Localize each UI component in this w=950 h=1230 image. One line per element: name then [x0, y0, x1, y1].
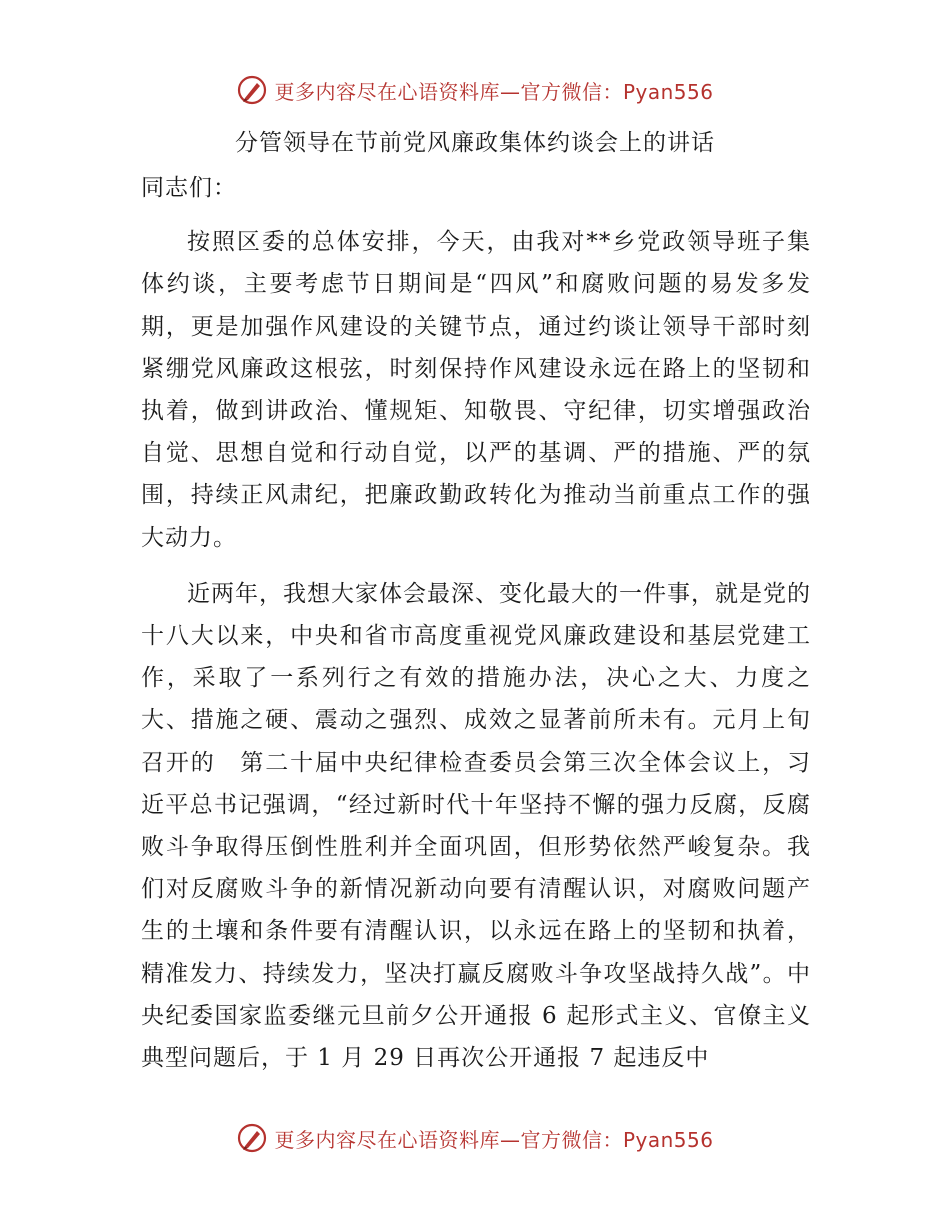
- header-banner: [0, 70, 950, 110]
- document-body: [141, 167, 811, 1093]
- banner-text: 更多内容尽在心语资料库—官方微信：Pyan556: [274, 1127, 714, 1152]
- pen-logo-icon: [236, 74, 268, 106]
- body-paragraph: 按照区委的总体安排，今天，由我对**乡党政领导班子集体约谈，主要考虑节日期间是“四风”和腐败问题的易发多发期，更是加强作风建设的关键节点，通过约谈让领导干部时刻紧绷党风廉政这根弦，时刻保持作风建设永远在路上的坚韧和执着，做到讲政治、懂规矩、知敬畏、守纪律，切实增强政治自觉、思想自觉和行动自觉，以严的基调、严的措施、严的氛围，持续正风肃纪，把廉政勤政转化为推动当前重点工作的强大动力。: [141, 229, 811, 551]
- body-paragraph: 近两年，我想大家体会最深、变化最大的一件事，就是党的十八大以来，中央和省市高度重视党风廉政建设和基层党建工作，采取了一系列行之有效的措施办法，决心之大、力度之大、措施之硬、震动之强烈、成效之显著前所未有。元月上旬召开的 第二十届中央纪律检查委员会第三次全体会议上，习近平总书记强调，“经过新时代十年坚持不懈的强力反腐，反腐败斗争取得压倒性胜利并全面巩固，但形势依然严峻复杂。我们对反腐败斗争的新情况新动向要有清醒认识，对腐败问题产生的土壤和条件要有清醒认识，以永远在路上的坚韧和执着，精准发力、持续发力，坚决打赢反腐败斗争攻坚战持久战”。中央纪委国家监委继元旦前夕公开通报 6 起形式主义、官僚主义典型问题后，于 1 月 29 日再次公开通报 7 起违反中: [141, 580, 811, 1072]
- footer-banner: [0, 1118, 950, 1158]
- greeting: 同志们：: [141, 175, 237, 201]
- pen-logo-icon: [236, 1122, 268, 1154]
- document-title: 分管领导在节前党风廉政集体约谈会上的讲话: [235, 130, 715, 156]
- banner-text: 更多内容尽在心语资料库—官方微信：Pyan556: [274, 79, 714, 104]
